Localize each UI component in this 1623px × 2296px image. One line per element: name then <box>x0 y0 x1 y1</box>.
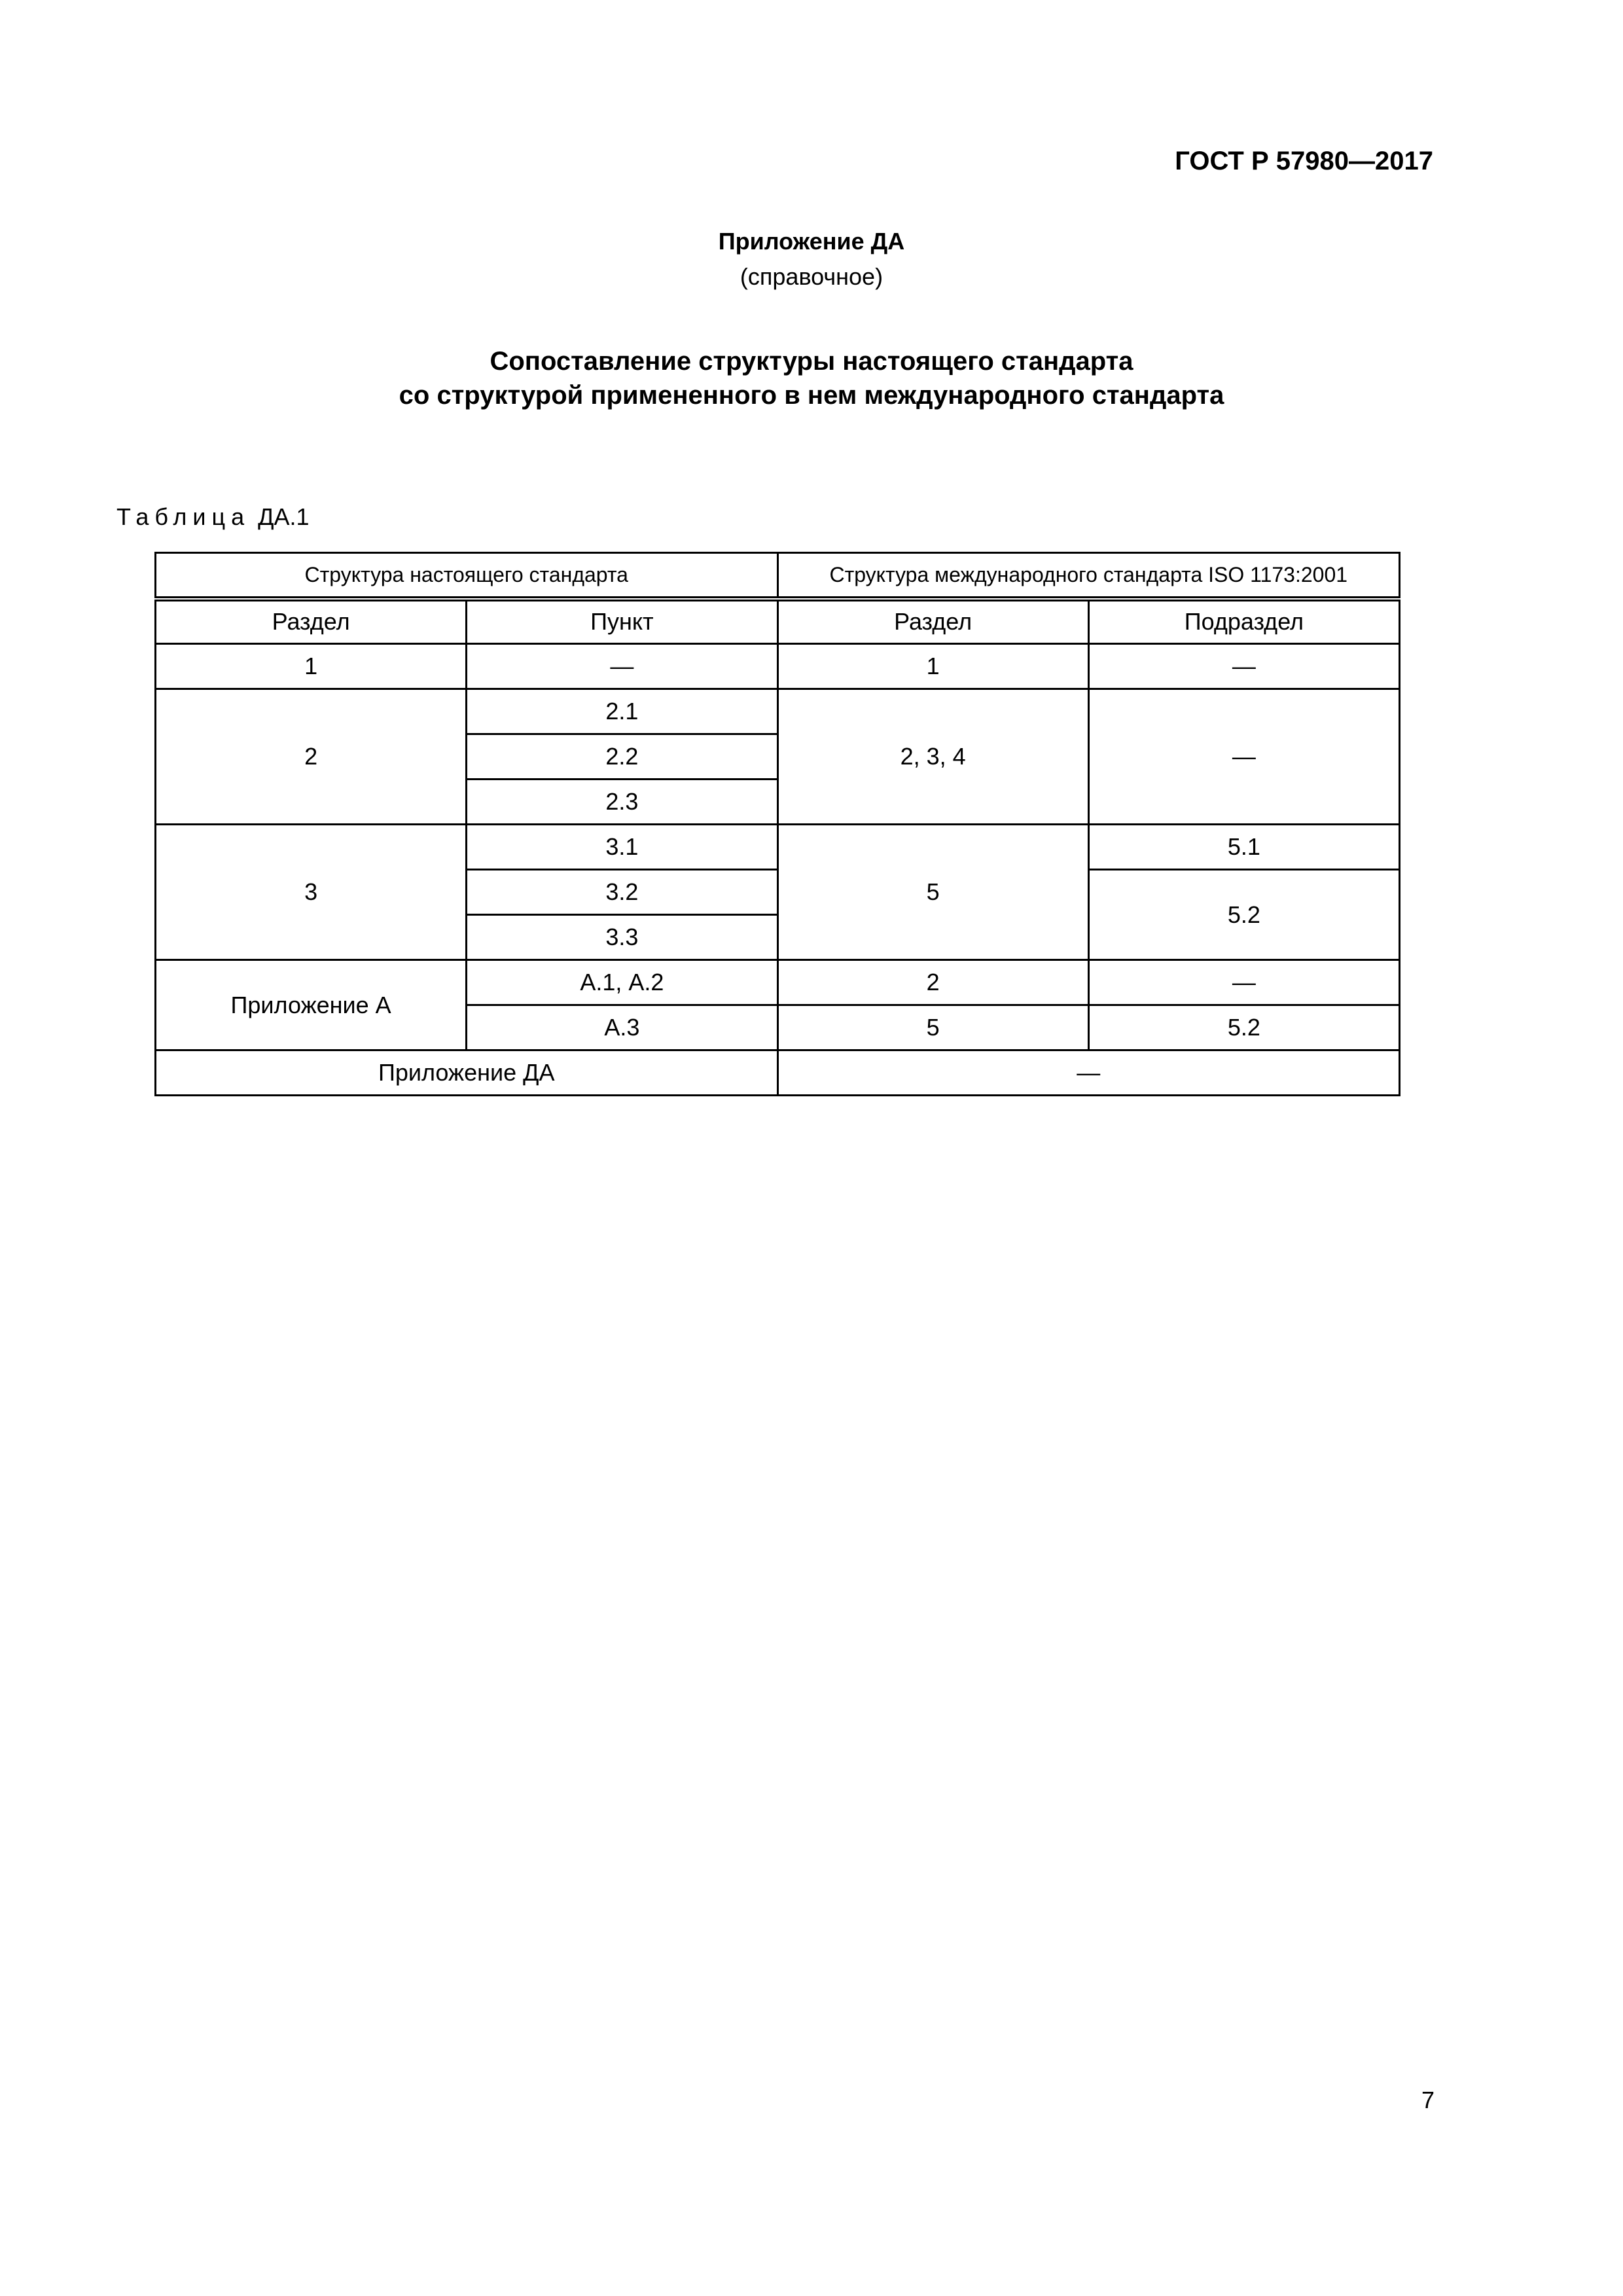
column-header-section: Раздел <box>156 599 467 644</box>
table-cell: 1 <box>156 644 467 689</box>
heading-line-1: Сопоставление структуры настоящего стандарта <box>490 347 1133 376</box>
table-cell: — <box>1088 689 1399 825</box>
column-header-intl-subsection: Подраздел <box>1088 599 1399 644</box>
column-header-intl-section: Раздел <box>777 599 1088 644</box>
document-code: ГОСТ Р 57980—2017 <box>1175 147 1433 175</box>
table-cell: 2 <box>777 960 1088 1005</box>
table-cell: 2.1 <box>467 689 777 734</box>
appendix-title: Приложение ДА <box>718 228 905 255</box>
table-label <box>116 503 310 531</box>
table-cell: 1 <box>777 644 1088 689</box>
table-cell: Приложение ДА <box>156 1050 778 1096</box>
table-cell: 5.1 <box>1088 825 1399 870</box>
table-cell: 3.1 <box>467 825 777 870</box>
table-cell: 5.2 <box>1088 870 1399 960</box>
table-cell: 2.3 <box>467 780 777 825</box>
page-number: 7 <box>1421 2087 1435 2113</box>
table-column-header-row <box>156 599 1400 644</box>
table-cell: 5.2 <box>1088 1005 1399 1050</box>
table-cell: А.3 <box>467 1005 777 1050</box>
table-cell: 5 <box>777 1005 1088 1050</box>
table-cell: 3 <box>156 825 467 960</box>
table-cell: 3.3 <box>467 915 777 960</box>
heading-line-2: со структурой примененного в нем международного стандарта <box>399 381 1224 410</box>
table-cell: А.1, А.2 <box>467 960 777 1005</box>
table-row <box>156 644 1400 689</box>
table-cell: 2.2 <box>467 734 777 780</box>
page-heading <box>0 344 1623 412</box>
table-cell: Приложение А <box>156 960 467 1050</box>
table-cell: — <box>1088 644 1399 689</box>
table-cell: 5 <box>777 825 1088 960</box>
table-row <box>156 825 1400 870</box>
table-cell: 3.2 <box>467 870 777 915</box>
table-cell: 2 <box>156 689 467 825</box>
group-header-this-standard: Структура настоящего стандарта <box>156 553 778 599</box>
table-label-number: ДА.1 <box>258 503 310 530</box>
appendix-subtitle: (справочное) <box>740 263 883 290</box>
table-row <box>156 960 1400 1005</box>
table-cell: — <box>467 644 777 689</box>
table-row <box>156 1050 1400 1096</box>
table-cell: — <box>777 1050 1400 1096</box>
table-cell: 2, 3, 4 <box>777 689 1088 825</box>
table-label-word: Таблица <box>116 503 251 530</box>
table-group-header-row <box>156 553 1400 599</box>
structure-comparison-table <box>154 552 1400 1096</box>
column-header-clause: Пункт <box>467 599 777 644</box>
group-header-intl-standard: Структура международного стандарта ISO 1173:2001 <box>777 553 1400 599</box>
appendix-header <box>0 224 1623 295</box>
table-row <box>156 689 1400 734</box>
table-cell: — <box>1088 960 1399 1005</box>
